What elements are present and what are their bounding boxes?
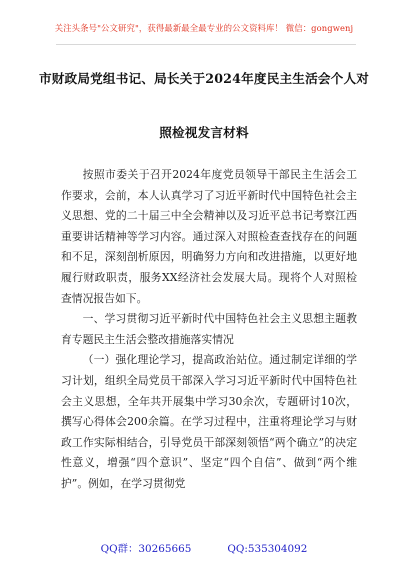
document-title-line-2: 照检视发言材料 [159,125,249,140]
footer-contacts [0,540,408,555]
body-paragraph-subsection-1: （一）强化理论学习，提高政治站位。通过制定详细的学习计划，组织全局党员干部深入学习习近平新时代中国特色社会主义思想，全年共开展集中学习30余次，专题研讨10次，撰写心得体会200余篇。在学习过程中，注重将理论学习与财政工作实际相结合，引导党员干部深刻领悟“两个确立”的决定性意义，增强“四个意识”、坚定“四个自信”、做到“两个维护”。例如，在学习贯彻党 [61,353,357,490]
header-banner: 关注头条号"公文研究"，获得最新最全最专业的公文资料库！ 微信：gongwenj [54,23,354,33]
document-title-line-1: 市财政局党组书记、局长关于2024年度民主生活会个人对 [38,71,370,86]
qq-group-number: QQ群：30265665 [100,543,192,555]
document-body [61,165,357,495]
qq-number: QQ:535304092 [227,543,308,555]
body-paragraph-intro: 按照市委关于召开2024年度党员领导干部民主生活会工作要求，会前，本人认真学习了习近平新时代中国特色社会主义思想、党的二十届三中全会精神以及习近平总书记考察江西重要讲话精神等学习内容。通过深入对照检查查找存在的问题和不足，深刻剖析原因，明确努力方向和改进措施，以更好地履行财政职责，服务XX经济社会发展大局。现将个人对照检查情况报告如下。 [61,168,357,305]
section-heading-1: 一、学习贯彻习近平新时代中国特色社会主义思想主题教育专题民主生活会整改措施落实情况 [61,312,357,346]
header-divider [56,44,356,45]
